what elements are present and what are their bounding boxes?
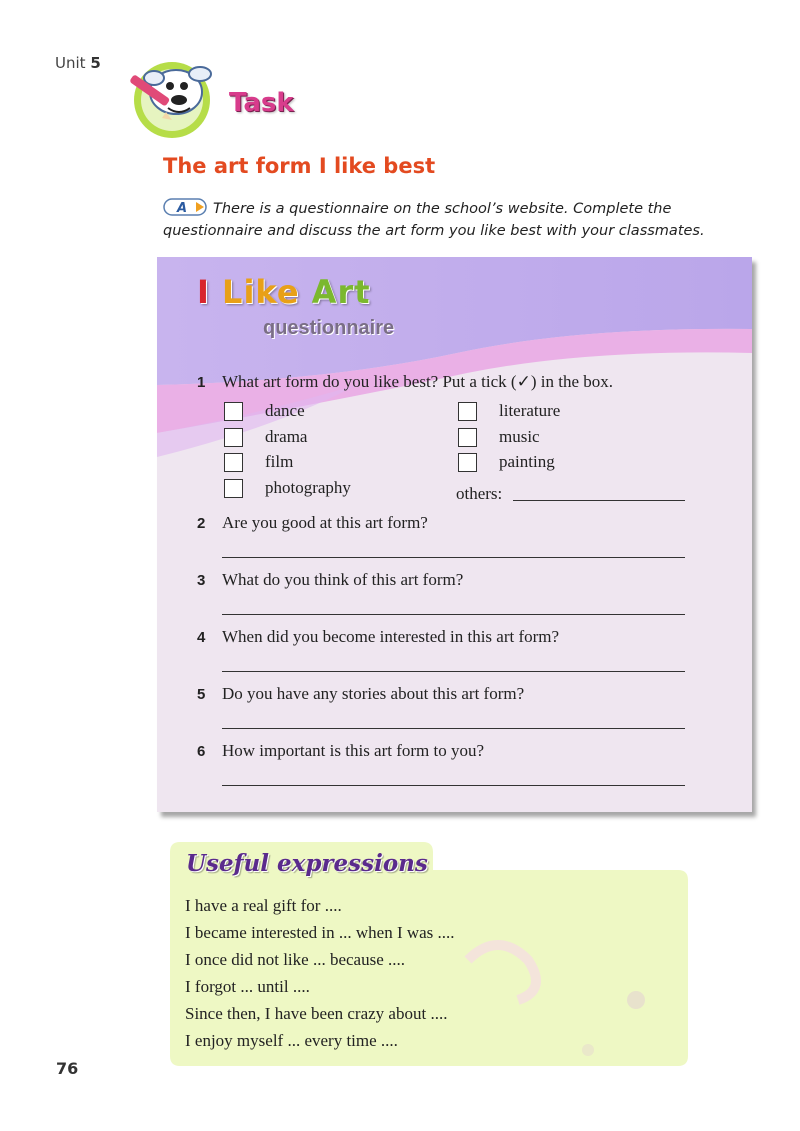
question-text: How important is this art form to you? <box>222 741 485 760</box>
checkbox-photography[interactable] <box>224 479 243 498</box>
questionnaire-title <box>197 273 371 311</box>
unit-number: 5 <box>90 54 101 72</box>
expression-line: Since then, I have been crazy about .... <box>185 1004 448 1023</box>
others-answer-line[interactable] <box>513 500 685 501</box>
question-text: When did you become interested in this art form? <box>222 627 560 646</box>
checkbox-painting[interactable] <box>458 453 477 472</box>
question-number: 6 <box>197 743 206 760</box>
title-word-3: Art <box>311 273 371 311</box>
expression-line: I enjoy myself ... every time .... <box>185 1031 398 1050</box>
questionnaire-subtitle: questionnaire <box>263 317 395 339</box>
question-text: What art form do you like best? Put a tick (✓) in the box. <box>222 372 613 391</box>
option-drama: drama <box>265 427 308 446</box>
part-a-badge-icon <box>163 198 207 216</box>
checkbox-film[interactable] <box>224 453 243 472</box>
checkbox-music[interactable] <box>458 428 477 447</box>
unit-label <box>55 54 101 72</box>
title-word-1: I <box>197 273 210 311</box>
expression-line: I became interested in ... when I was .... <box>185 923 455 942</box>
answer-line[interactable] <box>222 785 685 786</box>
question-text: Are you good at this art form? <box>222 513 428 532</box>
answer-line[interactable] <box>222 614 685 615</box>
title-word-2: Like <box>222 273 300 311</box>
option-literature: literature <box>499 401 561 420</box>
answer-line[interactable] <box>222 557 685 558</box>
unit-text: Unit <box>55 54 86 72</box>
dog-mascot-icon <box>124 56 220 140</box>
checkbox-drama[interactable] <box>224 428 243 447</box>
question-number: 3 <box>197 572 206 589</box>
option-film: film <box>265 452 294 471</box>
question-number: 5 <box>197 686 206 703</box>
expression-line: I once did not like ... because .... <box>185 950 405 969</box>
page-number: 76 <box>56 1059 79 1078</box>
option-painting: painting <box>499 452 555 471</box>
question-number: 4 <box>197 629 206 646</box>
questionnaire-card <box>157 257 752 812</box>
expression-line: I have a real gift for .... <box>185 896 342 915</box>
answer-line[interactable] <box>222 671 685 672</box>
question-number: 2 <box>197 515 206 532</box>
section-title: Task <box>229 88 294 118</box>
badge-letter: A <box>177 201 188 216</box>
task-subtitle: The art form I like best <box>163 154 436 178</box>
useful-expressions-title: Useful expressions <box>186 850 428 877</box>
expression-line: I forgot ... until .... <box>185 977 310 996</box>
question-text: Do you have any stories about this art form? <box>222 684 525 703</box>
question-text: What do you think of this art form? <box>222 570 464 589</box>
option-dance: dance <box>265 401 305 420</box>
option-photography: photography <box>265 478 351 497</box>
instruction <box>163 198 763 242</box>
option-music: music <box>499 427 540 446</box>
instruction-text: There is a questionnaire on the school’s website. Complete the questionnaire and discuss the art form you like best with your classmates. <box>163 201 705 239</box>
checkbox-literature[interactable] <box>458 402 477 421</box>
question-number: 1 <box>197 374 206 391</box>
checkbox-dance[interactable] <box>224 402 243 421</box>
answer-line[interactable] <box>222 728 685 729</box>
others-label: others: <box>456 484 503 503</box>
